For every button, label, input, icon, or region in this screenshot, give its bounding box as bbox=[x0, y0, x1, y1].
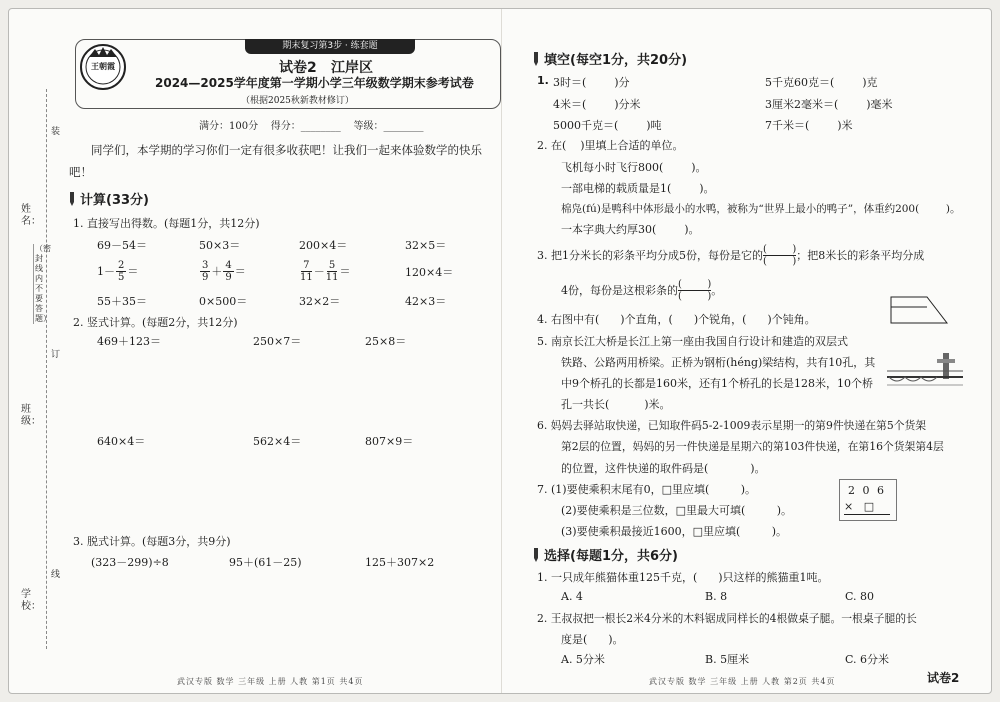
choice-option[interactable]: A. 4 bbox=[561, 590, 583, 603]
equals: ＝ bbox=[234, 265, 246, 278]
fill-q5-line: 5. 南京长江大桥是长江上第一座由我国自行设计和建造的双层式 bbox=[537, 335, 848, 348]
calc-item: 120×4＝ bbox=[405, 266, 454, 279]
footer-right: 武汉专版 数学 三年级 上册 人教 第2页 共4页 bbox=[649, 677, 836, 686]
denominator: 11 bbox=[325, 271, 339, 283]
paper-id: 试卷2 bbox=[279, 60, 317, 76]
seal-mark: 装 bbox=[51, 127, 61, 137]
fill-q7-line: (2)要使乘积是三位数，□里最大可填( )。 bbox=[561, 504, 793, 517]
district-name: 江岸区 bbox=[331, 60, 373, 76]
step-calc-item: (323－299)÷8 bbox=[91, 556, 169, 569]
choice-q2-line: 度是( )。 bbox=[561, 633, 624, 646]
fill-item: 3时＝( )分 bbox=[553, 76, 630, 89]
fraction bbox=[116, 260, 126, 283]
fill-item: 4米＝( )分米 bbox=[553, 98, 641, 111]
no-answer-warning: （密封线内不要答题） bbox=[35, 244, 51, 323]
fill-q3-line1 bbox=[537, 242, 924, 268]
fill-q6-line: 第2层的位置，妈妈的另一件快递是星期六的第103件快递，在第16个货架第4层 bbox=[561, 440, 944, 453]
vertical-calc-item: 469＋123＝ bbox=[97, 335, 161, 348]
equals: ＝ bbox=[339, 265, 351, 278]
step-calc-item: 95＋(61－25) bbox=[229, 556, 302, 569]
calc-title: 计算(33分) bbox=[80, 193, 149, 208]
vertical-calc-item: 250×7＝ bbox=[253, 335, 302, 348]
score-line: 满分：100分 得分：________ 等级：________ bbox=[199, 121, 424, 132]
calc-item: 50×3＝ bbox=[199, 239, 241, 252]
calc-item-fraction-1 bbox=[97, 257, 138, 285]
equals: ＝ bbox=[127, 265, 139, 278]
footer-left: 武汉专版 数学 三年级 上册 人教 第1页 共4页 bbox=[177, 677, 364, 686]
calc-item: 55＋35＝ bbox=[97, 295, 147, 308]
calc-item: 200×4＝ bbox=[299, 239, 348, 252]
fill-item: 5千克60克＝( )克 bbox=[765, 76, 878, 89]
fill-q7-line: 7. (1)要使乘积末尾有0，□里应填( )。 bbox=[537, 483, 757, 496]
denominator: 9 bbox=[225, 271, 232, 283]
multiplicand: 2 0 6 bbox=[848, 484, 886, 497]
text: ；把8米长的彩条平均分成 bbox=[796, 249, 925, 262]
pen-icon bbox=[531, 547, 541, 563]
product-line bbox=[844, 514, 890, 515]
publisher-logo bbox=[79, 43, 127, 91]
choice-option[interactable]: B. 8 bbox=[705, 590, 728, 603]
fraction bbox=[200, 260, 210, 283]
numerator: 5 bbox=[328, 259, 336, 271]
numerator: 2 bbox=[118, 259, 125, 271]
fill-unit-item: 一本字典大约厚30( )。 bbox=[561, 223, 700, 236]
answer-fraction-blank[interactable]: $\frac{( )}{( )}$ bbox=[763, 243, 797, 267]
vertical-calc-item: 562×4＝ bbox=[253, 435, 302, 448]
calc-item-fraction-3 bbox=[299, 257, 350, 285]
seal-mark: 订 bbox=[51, 350, 61, 360]
bridge-illustration bbox=[885, 347, 965, 391]
fill-item: 7千米＝( )米 bbox=[765, 119, 853, 132]
choice-q1: 1. 一只成年熊猫体重125千克，( )只这样的熊猫重1吨。 bbox=[537, 571, 829, 584]
paper-badge: 试卷2 bbox=[927, 671, 960, 685]
revision-note: （根据2025秋新教材修订） bbox=[241, 96, 354, 106]
fill-q5-line: 铁路、公路两用桥梁。正桥为钢桁(héng)梁结构，共有10孔，其 bbox=[561, 356, 876, 369]
choice-option[interactable]: B. 5厘米 bbox=[705, 653, 750, 666]
calc-item: 32×5＝ bbox=[405, 239, 447, 252]
class-label: 班级： bbox=[21, 404, 41, 427]
calc-item: 42×3＝ bbox=[405, 295, 447, 308]
pen-icon bbox=[67, 191, 77, 207]
intro-text: 同学们，本学期的学习你们一定有很多收获吧！让我们一起来体验数学的快乐吧！ bbox=[69, 143, 482, 179]
fill-q5-line: 中9个桥孔的长都是160米，还有1个桥孔的长是128米，10个桥 bbox=[561, 377, 873, 390]
name-label: 姓名： bbox=[21, 204, 41, 227]
fraction bbox=[300, 260, 313, 283]
denominator: 5 bbox=[118, 271, 125, 283]
school-label: 学校： bbox=[21, 589, 41, 612]
fraction bbox=[326, 260, 339, 283]
vertical-calc-item: 807×9＝ bbox=[365, 435, 414, 448]
fill-item: 5000千克＝( )吨 bbox=[553, 119, 662, 132]
denominator: 11 bbox=[300, 271, 313, 283]
page-fold bbox=[501, 9, 502, 694]
fill-q1-number: 1. bbox=[537, 74, 549, 87]
multiplier: × □ bbox=[844, 500, 875, 513]
calc-item: 32×2＝ bbox=[299, 295, 341, 308]
fill-q5-line: 孔一共长( )米。 bbox=[561, 398, 671, 411]
operator: － bbox=[313, 265, 325, 278]
text: 3. 把1分米长的彩条平均分成5份，每份是它的 bbox=[537, 249, 763, 262]
review-banner: 期末复习第3步 · 练套题 bbox=[245, 39, 415, 54]
fill-item: 3厘米2毫米＝( )毫米 bbox=[765, 98, 893, 111]
exam-title: 2024—2025学年度第一学期小学三年级数学期末参考试卷 bbox=[155, 76, 474, 90]
pen-icon bbox=[531, 51, 541, 67]
fill-section-title bbox=[531, 49, 687, 68]
fill-q6-line: 的位置，这件快递的取件码是( )。 bbox=[561, 462, 766, 475]
name-underline bbox=[33, 244, 34, 324]
vertical-calc-item: 25×8＝ bbox=[365, 335, 407, 348]
calc-q3-label: 3. 脱式计算。(每题3分，共9分) bbox=[73, 535, 231, 548]
term: 1－ bbox=[97, 265, 115, 278]
calc-item: 0×500＝ bbox=[199, 295, 248, 308]
exam-sheet bbox=[8, 8, 992, 694]
answer-fraction-blank[interactable]: $\frac{( )}{( )}$ bbox=[678, 278, 712, 302]
fill-unit-item: 棉凫(fú)是鸭科中体形最小的水鸭，被称为“世界上最小的鸭子”，体重约200( )。 bbox=[561, 203, 961, 215]
numerator: 3 bbox=[202, 259, 209, 271]
text: 。 bbox=[711, 284, 723, 297]
calc-section-title bbox=[67, 189, 149, 208]
choice-option[interactable]: C. 80 bbox=[845, 590, 875, 603]
fill-q2-label: 2. 在( )里填上合适的单位。 bbox=[537, 139, 684, 152]
fill-title: 填空(每空1分，共20分) bbox=[544, 53, 688, 68]
calc-item-fraction-2 bbox=[199, 257, 246, 285]
seal-line bbox=[46, 89, 47, 649]
choice-option[interactable]: A. 5分米 bbox=[561, 653, 605, 666]
fill-q7-line: (3)要使乘积最接近1600，□里应填( )。 bbox=[561, 525, 788, 538]
fill-unit-item: 一部电梯的载质量是1( )。 bbox=[561, 182, 715, 195]
fill-q3-line2 bbox=[561, 277, 722, 303]
logo-text: 王朝霞 bbox=[91, 62, 115, 71]
numerator: 7 bbox=[303, 259, 310, 271]
fraction bbox=[223, 260, 233, 283]
vertical-calc-item: 640×4＝ bbox=[97, 435, 146, 448]
choice-section-title bbox=[531, 545, 678, 564]
numerator: 4 bbox=[225, 259, 232, 271]
calc-q2-label: 2. 竖式计算。(每题2分，共12分) bbox=[73, 316, 238, 329]
fill-q6-line: 6. 妈妈去驿站取快递，已知取件码5-2-1009表示星期一的第9件快递在第5个货架 bbox=[537, 419, 927, 432]
calc-item: 69－54＝ bbox=[97, 239, 147, 252]
fill-q4: 4. 右图中有( )个直角，( )个锐角，( )个钝角。 bbox=[537, 313, 816, 326]
choice-title: 选择(每题1分，共6分) bbox=[544, 549, 678, 564]
operator: ＋ bbox=[211, 265, 223, 278]
trapezoid-figure bbox=[889, 293, 949, 327]
step-calc-item: 125＋307×2 bbox=[365, 556, 435, 569]
calc-q1-label: 1. 直接写出得数。(每题1分，共12分) bbox=[73, 217, 260, 230]
denominator: 9 bbox=[202, 271, 209, 283]
multiplication-box bbox=[839, 479, 897, 521]
fill-unit-item: 飞机每小时飞行800( )。 bbox=[561, 161, 707, 174]
choice-option[interactable]: C. 6分米 bbox=[845, 653, 890, 666]
text: 4份，每份是这根彩条的 bbox=[561, 284, 678, 297]
seal-mark: 线 bbox=[51, 570, 61, 580]
choice-q2-line: 2. 王叔叔把一根长2米4分米的木料锯成同样长的4根做桌子腿。一根桌子腿的长 bbox=[537, 612, 917, 625]
